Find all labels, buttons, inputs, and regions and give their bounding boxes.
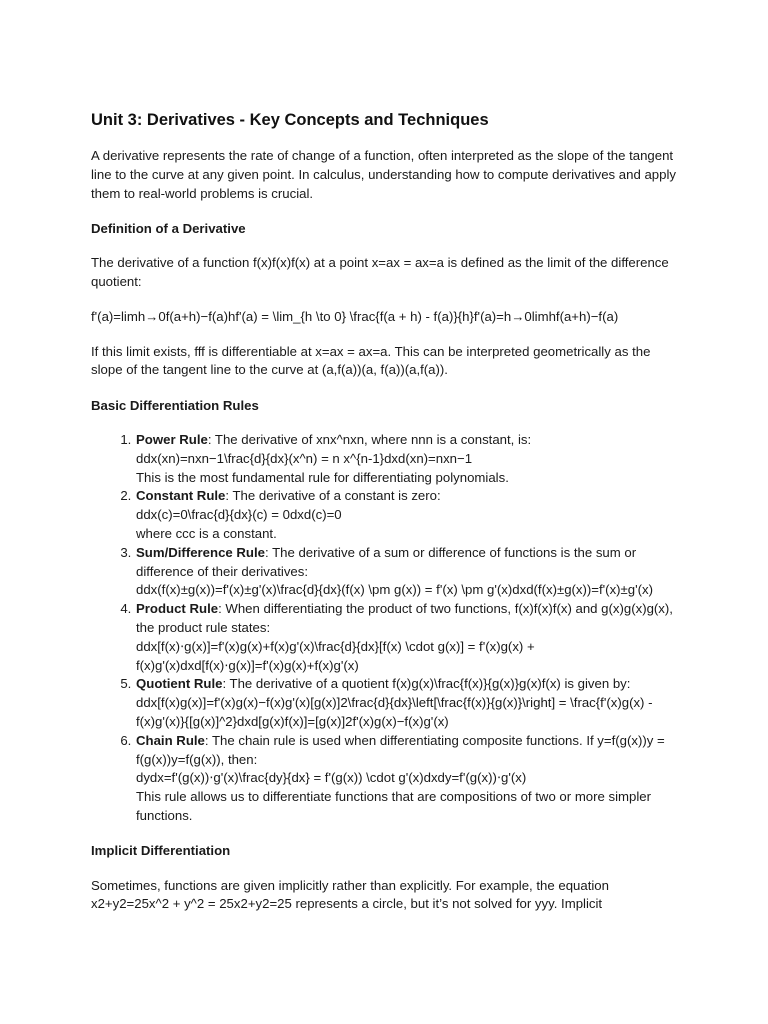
rule-note: This rule allows us to differentiate functions that are compositions of two or more simpler functions. — [136, 789, 652, 823]
rule-description: : The derivative of a sum or difference of functions is the sum or difference of their derivatives: — [136, 544, 637, 579]
rule-name: Quotient Rule — [136, 676, 223, 692]
list-item-chain-rule — [135, 732, 681, 826]
rule-name: Constant Rule — [136, 488, 226, 504]
definition-text: The derivative of a function f(x)f(x)f(x) at a point x=ax = ax=a is defined as the limit of the difference quotient: — [91, 255, 669, 289]
rule-description: : The chain rule is used when differentiating composite functions. If y=f(g(x))y = f(g(x))y=f(g(x)), then: — [136, 732, 665, 767]
list-item-quotient-rule — [135, 675, 681, 731]
rule-note: where ccc is a constant. — [136, 525, 277, 541]
rule-formula: ddx[f(x)⋅g(x)]=f'(x)g(x)+f(x)g'(x)\frac{d}{dx}[f(x) \cdot g(x)] = f'(x)g(x) + f(x)g'(x)dxd[f(x)⋅g(x)]=f'(x)g(x)+f(x)g'(x) — [136, 638, 535, 673]
definition-explanation: If this limit exists, fff is differentiable at x=ax = ax=a. This can be interpreted geometrically as the slope of the tangent line to the curve at (a,f(a))(a, f(a))(a,f(a)). — [91, 343, 651, 378]
rules-list — [91, 431, 681, 826]
document-title: Unit 3: Derivatives - Key Concepts and Techniques — [91, 111, 489, 129]
rule-description: : The derivative of a constant is zero: — [225, 488, 441, 504]
implicit-heading: Implicit Differentiation — [91, 842, 231, 858]
definition-heading: Definition of a Derivative — [91, 221, 246, 237]
list-item-sum-difference-rule — [135, 544, 681, 600]
rule-formula: ddx[f(x)g(x)]=f'(x)g(x)−f(x)g'(x)[g(x)]2\frac{d}{dx}\left[\frac{f(x)}{g(x)}\right] = \frac{f'(x)g(x) - f(x)g'(x)}{[g(x)]^2}dxd[g(x)f(x)]=[g(x)]2f'(x)g(x)−f(x)g'(x) — [136, 695, 653, 729]
implicit-text: Sometimes, functions are given implicitly rather than explicitly. For example, the equation x2+y2=25x^2 + y^2 = 25x2+y2=25 represents a circle, but it’s not solved for yyy. Implicit — [91, 877, 609, 912]
rule-formula: dydx=f'(g(x))⋅g'(x)\frac{dy}{dx} = f'(g(x)) \cdot g'(x)dxdy=f'(g(x))⋅g'(x) — [136, 770, 527, 786]
rule-name: Product Rule — [136, 601, 219, 617]
list-item-product-rule — [135, 600, 681, 675]
rules-heading: Basic Differentiation Rules — [91, 398, 259, 414]
rule-formula: ddx(c)=0\frac{d}{dx}(c) = 0dxd(c)=0 — [136, 507, 342, 523]
rule-name: Chain Rule — [136, 732, 205, 748]
list-item-power-rule — [135, 431, 681, 487]
rule-name: Sum/Difference Rule — [136, 544, 265, 560]
rule-formula: ddx(xn)=nxn−1\frac{d}{dx}(x^n) = n x^{n-1}dxd(xn)=nxn−1 — [136, 450, 473, 466]
rule-description: : The derivative of a quotient f(x)g(x)\frac{f(x)}{g(x)}g(x)f(x) is given by: — [222, 676, 631, 692]
definition-formula: f'(a)=limh→0f(a+h)−f(a)hf'(a) = \lim_{h \to 0} \frac{f(a + h) - f(a)}{h}f'(a)=h→0limhf(a+h)−f(a) — [91, 308, 619, 324]
intro-paragraph: A derivative represents the rate of change of a function, often interpreted as the slope of the tangent line to the curve at any given point. In calculus, understanding how to compute derivatives and apply them to real-world problems is crucial. — [91, 148, 677, 201]
list-item-constant-rule — [135, 487, 681, 543]
rule-note: This is the most fundamental rule for differentiating polynomials. — [136, 469, 509, 485]
rule-formula: ddx(f(x)±g(x))=f'(x)±g'(x)\frac{d}{dx}(f(x) \pm g(x)) = f'(x) \pm g'(x)dxd(f(x)±g(x))=f'(x)±g'(x) — [136, 582, 654, 598]
rule-name: Power Rule — [136, 431, 208, 447]
rule-description: : When differentiating the product of two functions, f(x)f(x)f(x) and g(x)g(x)g(x), the product rule states: — [136, 601, 673, 635]
rule-description: : The derivative of xnx^nxn, where nnn is a constant, is: — [207, 431, 532, 447]
document-page — [91, 110, 681, 914]
